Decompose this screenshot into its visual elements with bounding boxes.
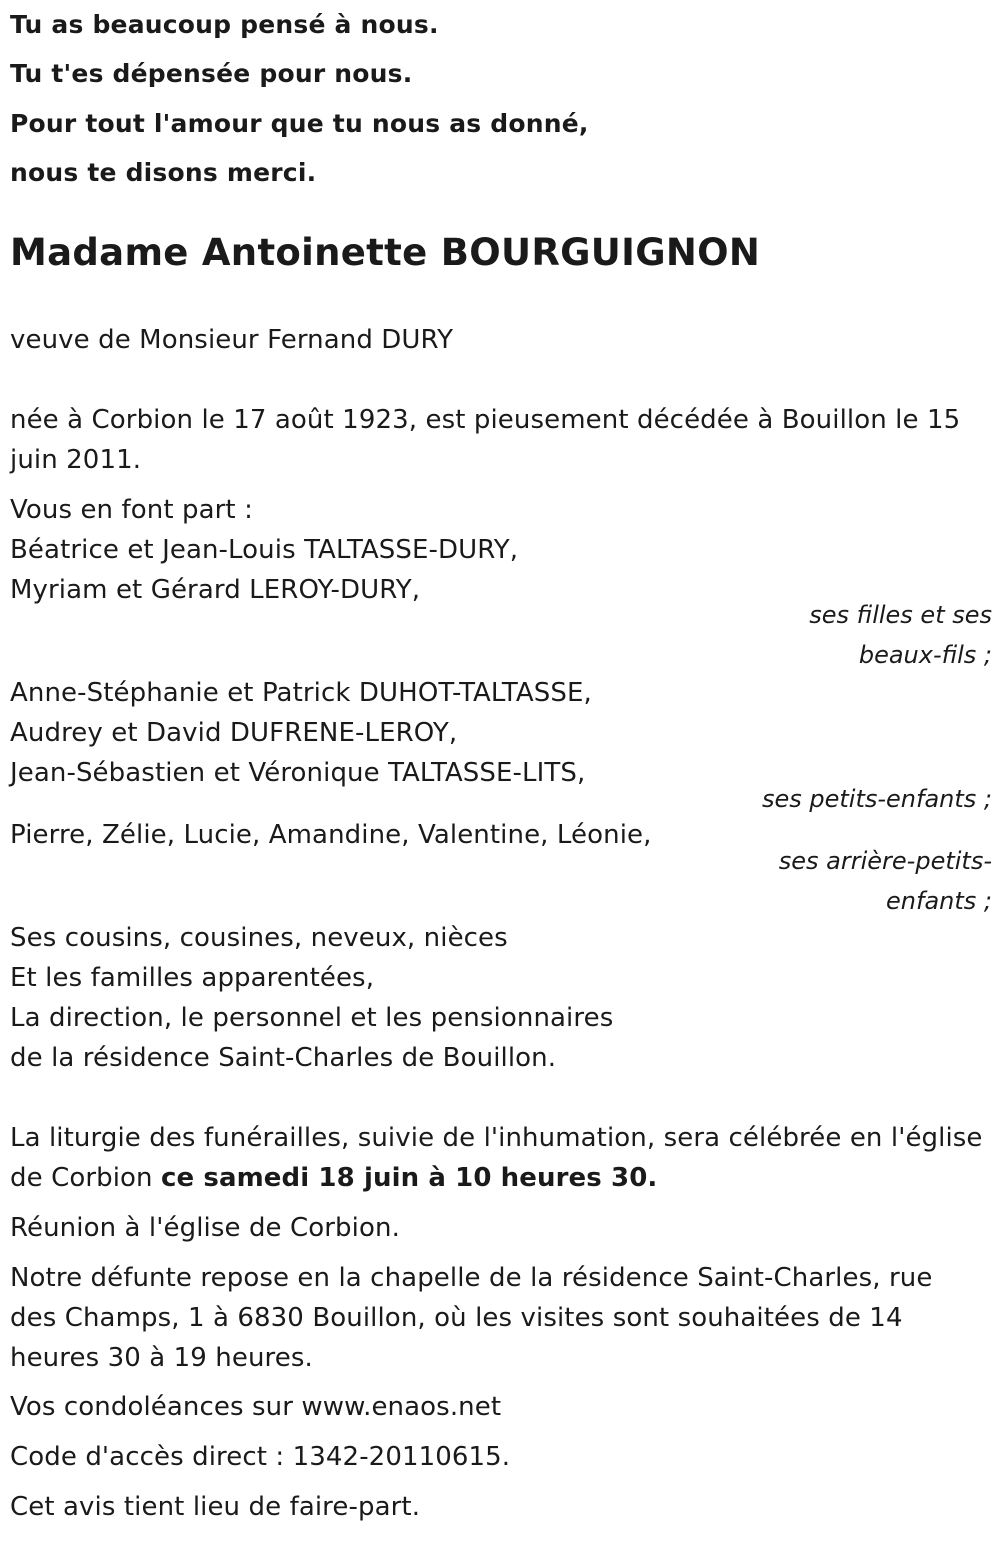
others-line-4: de la résidence Saint-Charles de Bouillon. <box>10 1043 557 1073</box>
condolences-line: Vos condoléances sur www.enaos.net <box>10 1392 502 1422</box>
ceremony-line-2 <box>10 1163 657 1193</box>
great-grandchildren-relation-line-2: enfants ; <box>886 887 992 915</box>
ceremony-line-2-prefix: de Corbion <box>10 1163 161 1193</box>
poem-line-1: Tu as beaucoup pensé à nous. <box>10 10 439 39</box>
grandchild-line-2: Audrey et David DUFRENE-LEROY, <box>10 718 458 748</box>
notice-line: Cet avis tient lieu de faire-part. <box>10 1492 421 1522</box>
daughters-relation-line-2: beaux-fils ; <box>858 641 992 669</box>
widow-of-line: veuve de Monsieur Fernand DURY <box>10 325 454 355</box>
daughter-line-1: Béatrice et Jean-Louis TALTASSE-DURY, <box>10 535 519 565</box>
announcers-intro: Vous en font part : <box>10 495 253 525</box>
ceremony-line-1: La liturgie des funérailles, suivie de l'inhumation, sera célébrée en l'église <box>10 1123 983 1153</box>
grandchild-line-1: Anne-Stéphanie et Patrick DUHOT-TALTASSE, <box>10 678 592 708</box>
deceased-name: Madame Antoinette BOURGUIGNON <box>10 231 761 274</box>
birth-death-line-1: née à Corbion le 17 août 1923, est pieusement décédée à Bouillon le 15 <box>10 405 961 435</box>
access-code-line: Code d'accès direct : 1342-20110615. <box>10 1442 511 1472</box>
grandchild-line-3: Jean-Sébastien et Véronique TALTASSE-LITS, <box>10 758 586 788</box>
poem-line-4: nous te disons merci. <box>10 158 317 187</box>
ceremony-datetime: ce samedi 18 juin à 10 heures 30. <box>161 1163 658 1193</box>
others-line-1: Ses cousins, cousines, neveux, nièces <box>10 923 508 953</box>
others-line-3: La direction, le personnel et les pensionnaires <box>10 1003 614 1033</box>
rest-line-3: heures 30 à 19 heures. <box>10 1343 313 1373</box>
poem-line-2: Tu t'es dépensée pour nous. <box>10 59 413 88</box>
daughters-relation-line-1: ses filles et ses <box>809 601 992 629</box>
poem-line-3: Pour tout l'amour que tu nous as donné, <box>10 109 589 138</box>
others-line-2: Et les familles apparentées, <box>10 963 375 993</box>
birth-death-line-2: juin 2011. <box>10 445 142 475</box>
daughter-line-2: Myriam et Gérard LEROY-DURY, <box>10 575 421 605</box>
rest-line-2: des Champs, 1 à 6830 Bouillon, où les visites sont souhaitées de 14 <box>10 1303 903 1333</box>
great-grandchildren-line: Pierre, Zélie, Lucie, Amandine, Valentine, Léonie, <box>10 820 652 850</box>
rest-line-1: Notre défunte repose en la chapelle de la résidence Saint-Charles, rue <box>10 1263 933 1293</box>
meeting-line: Réunion à l'église de Corbion. <box>10 1213 400 1243</box>
grandchildren-relation: ses petits-enfants ; <box>761 785 992 813</box>
great-grandchildren-relation-line-1: ses arrière-petits- <box>778 847 992 875</box>
